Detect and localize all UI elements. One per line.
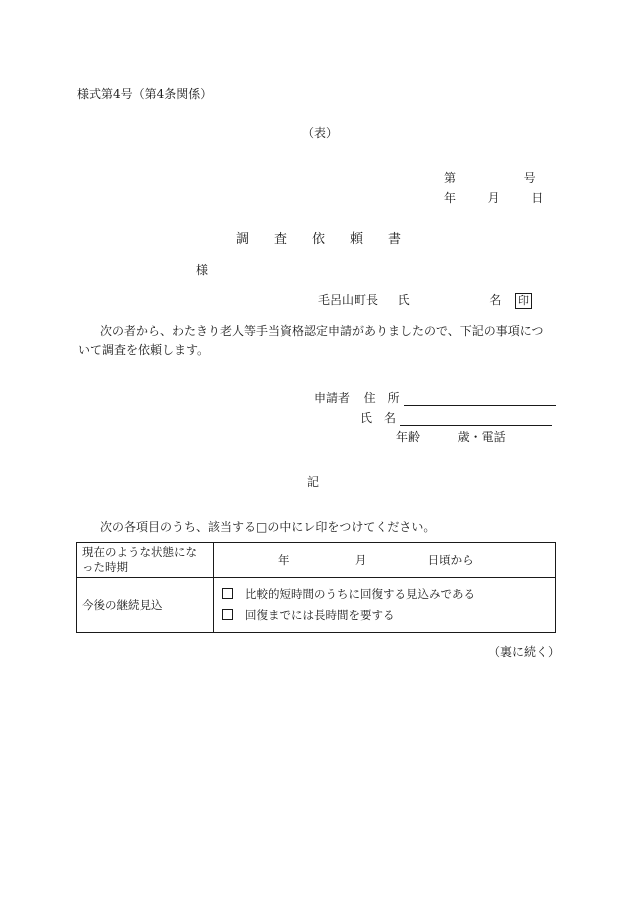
table-row: [77, 578, 556, 633]
age-label: 年齢: [396, 430, 421, 444]
sender-title: 毛呂山町長: [318, 293, 379, 307]
row1-label: 現在のような状態になった時期: [77, 543, 214, 578]
option-item[interactable]: [222, 584, 547, 605]
page-title: [236, 228, 401, 247]
date-year: 年: [444, 191, 457, 205]
form-id: 様式第4号（第4条関係）: [77, 87, 213, 101]
number-prefix: 第: [444, 171, 457, 185]
applicant-label: 申請者: [314, 391, 351, 405]
addressee-suffix: 様: [196, 263, 209, 277]
applicant-address-row: [314, 389, 556, 406]
option-label: 回復までには長時間を要する: [245, 608, 395, 622]
applicant-age-row: [396, 428, 506, 445]
name-label: 氏 名: [360, 411, 397, 425]
option-item[interactable]: [222, 605, 547, 626]
items-table: [76, 542, 556, 633]
title-char: 依: [312, 232, 326, 247]
checkbox-icon[interactable]: [222, 588, 233, 599]
date-day: 日: [531, 191, 544, 205]
continued-note: （裏に続く）: [488, 645, 561, 659]
sender-line: [318, 291, 532, 309]
address-label: 住 所: [363, 391, 400, 405]
intro-text: 次の者から、わたきり老人等手当資格認定申請がありましたので、下記の事項について調査を依頼します。: [78, 324, 544, 357]
sender-name-prefix: 氏: [397, 293, 410, 307]
seal-mark: 印: [515, 293, 532, 309]
sender-name-suffix: 名: [489, 293, 502, 307]
checkbox-icon[interactable]: [222, 609, 233, 620]
date-month: 月: [487, 191, 500, 205]
row1-year: 年: [278, 553, 290, 567]
address-field[interactable]: [404, 392, 556, 406]
side-label: （表）: [302, 126, 339, 140]
row2-options: [214, 578, 556, 633]
date-line: [444, 189, 543, 206]
title-char: 頼: [350, 232, 364, 247]
instruction-text: 次の各項目のうち、該当する□の中にレ印をつけてください。: [100, 520, 436, 534]
title-char: 査: [274, 232, 288, 247]
table-row: [77, 543, 556, 578]
row2-label: 今後の継続見込: [77, 578, 214, 633]
title-char: 書: [388, 232, 402, 247]
number-line: [444, 169, 536, 186]
title-char: 調: [236, 232, 250, 247]
row1-month: 月: [354, 553, 367, 567]
row1-value[interactable]: [214, 543, 556, 578]
number-suffix: 号: [523, 171, 536, 185]
ki-label: 記: [307, 475, 320, 489]
age-suffix: 歳・電話: [457, 430, 506, 444]
option-label: 比較的短時間のうちに回復する見込みである: [245, 587, 475, 601]
applicant-name-row: [360, 409, 552, 426]
name-field[interactable]: [400, 412, 552, 426]
row1-day: 日頃から: [427, 553, 474, 567]
